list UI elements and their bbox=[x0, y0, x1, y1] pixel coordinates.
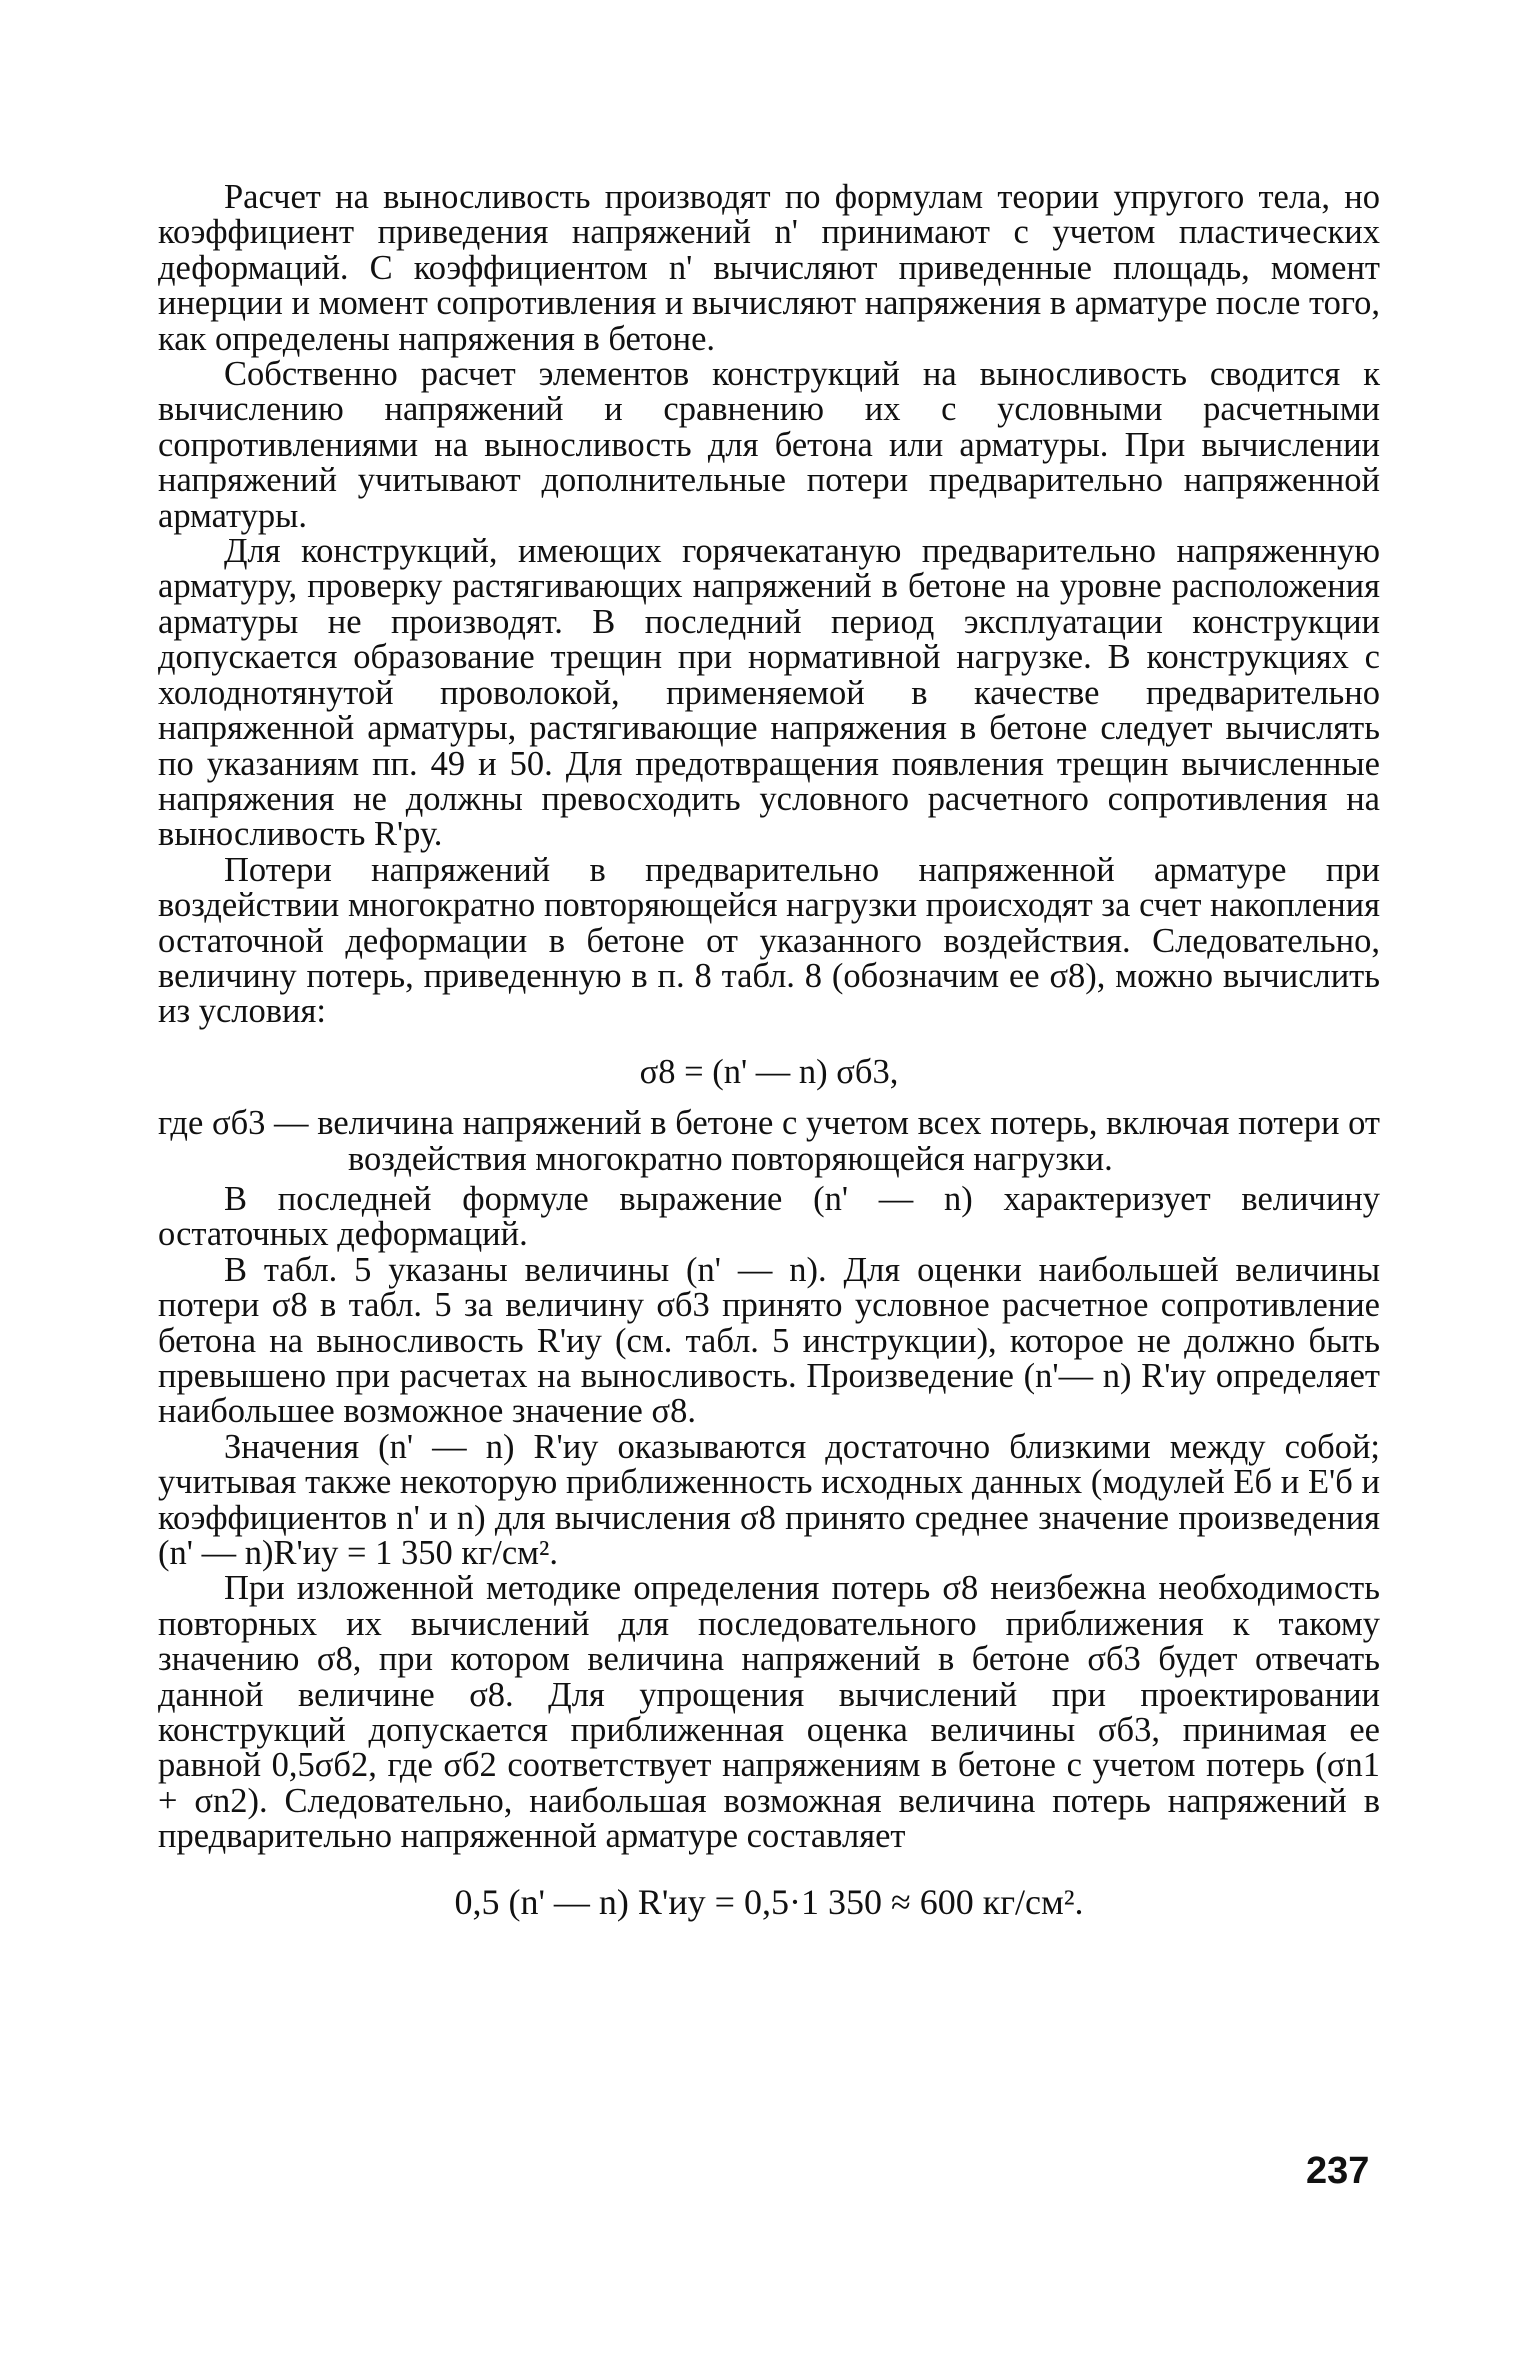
formula-definition: где σб3 — величина напряжений в бетоне с учетом всех потерь, включая потери от воздействия многократно повторяющейся нагрузки. bbox=[158, 1104, 1380, 1178]
page-number: 237 bbox=[1306, 2150, 1370, 2192]
paragraph: Значения (n' — n) R'иу оказываются достаточно близкими между собой; учитывая также некоторую приближенность исходных данных (модулей Eб и E'б и коэффициентов n' и n) для вычисления σ8 принято среднее значение произведения (n' — n)R'иу = 1 350 кг/см². bbox=[158, 1427, 1380, 1573]
paragraph: Собственно расчет элементов конструкций на выносливость сводится к вычислению напряжений и сравнению их с условными расчетными сопротивлениями на выносливость для бетона или арматуры. При вычислении напряжений учитывают дополнительные потери предварительно напряженной арматуры. bbox=[158, 355, 1380, 535]
paragraph: При изложенной методике определения потерь σ8 неизбежна необходимость повторных их вычислений для последовательного приближения к такому значению σ8, при котором величина напряжений в бетоне σб3 будет отвечать данной величине σ8. Для упрощения вычислений при проектировании конструкций допускается приближенная оценка величины σб3, принимая ее равной 0,5σб2, где σб2 соответствует напряжениям в бетоне с учетом потерь (σn1 + σn2). Следовательно, наибольшая возможная величина потерь напряжений в предварительно напряженной арматуре составляет bbox=[158, 1569, 1380, 1856]
page-text bbox=[158, 180, 1380, 1920]
paragraph: Потери напряжений в предварительно напряженной арматуре при воздействии многократно повторяющейся нагрузки происходят за счет накопления остаточной деформации в бетоне от указанного воздействия. Следовательно, величину потерь, приведенную в п. 8 табл. 8 (обозначим ее σ8), можно вычислить из условия: bbox=[158, 850, 1380, 1031]
paragraph: Расчет на выносливость производят по формулам теории упругого тела, но коэффициент приведения напряжений n' принимают с учетом пластических деформаций. С коэффициентом n' вычисляют приведенные площадь, момент инерции и момент сопротивления и вычисляют напряжения в арматуре после того, как определены напряжения в бетоне. bbox=[158, 178, 1380, 358]
formula-sigma8: σ8 = (n' — n) σб3, bbox=[639, 1052, 899, 1091]
paragraph: Для конструкций, имеющих горячекатаную предварительно напряженную арматуру, проверку растягивающих напряжений в бетоне на уровне расположения арматуры не производят. В последний период эксплуатации конструкции допускается образование трещин при нормативной нагрузке. В конструкциях с холоднотянутой проволокой, применяемой в качестве предварительно напряженной арматуры, растягивающие напряжения в бетоне следует вычислять по указаниям пп. 49 и 50. Для предотвращения появления трещин вычисленные напряжения не должны превосходить условного расчетного сопротивления на выносливость R'ру. bbox=[158, 532, 1380, 854]
paragraph: В последней формуле выражение (n' — n) характеризует величину остаточных деформаций. bbox=[158, 1179, 1380, 1254]
formula-loss-estimate: 0,5 (n' — n) R'иу = 0,5·1 350 ≈ 600 кг/см². bbox=[454, 1881, 1084, 1922]
paragraph: В табл. 5 указаны величины (n' — n). Для оценки наибольшей величины потери σ8 в табл. 5 за величину σб3 принято условное расчетное сопротивление бетона на выносливость R'иу (см. табл. 5 инструкции), которое не должно быть превышено при расчетах на выносливость. Произведение (n'— n) R'иу определяет наибольшее возможное значение σ8. bbox=[158, 1250, 1380, 1431]
